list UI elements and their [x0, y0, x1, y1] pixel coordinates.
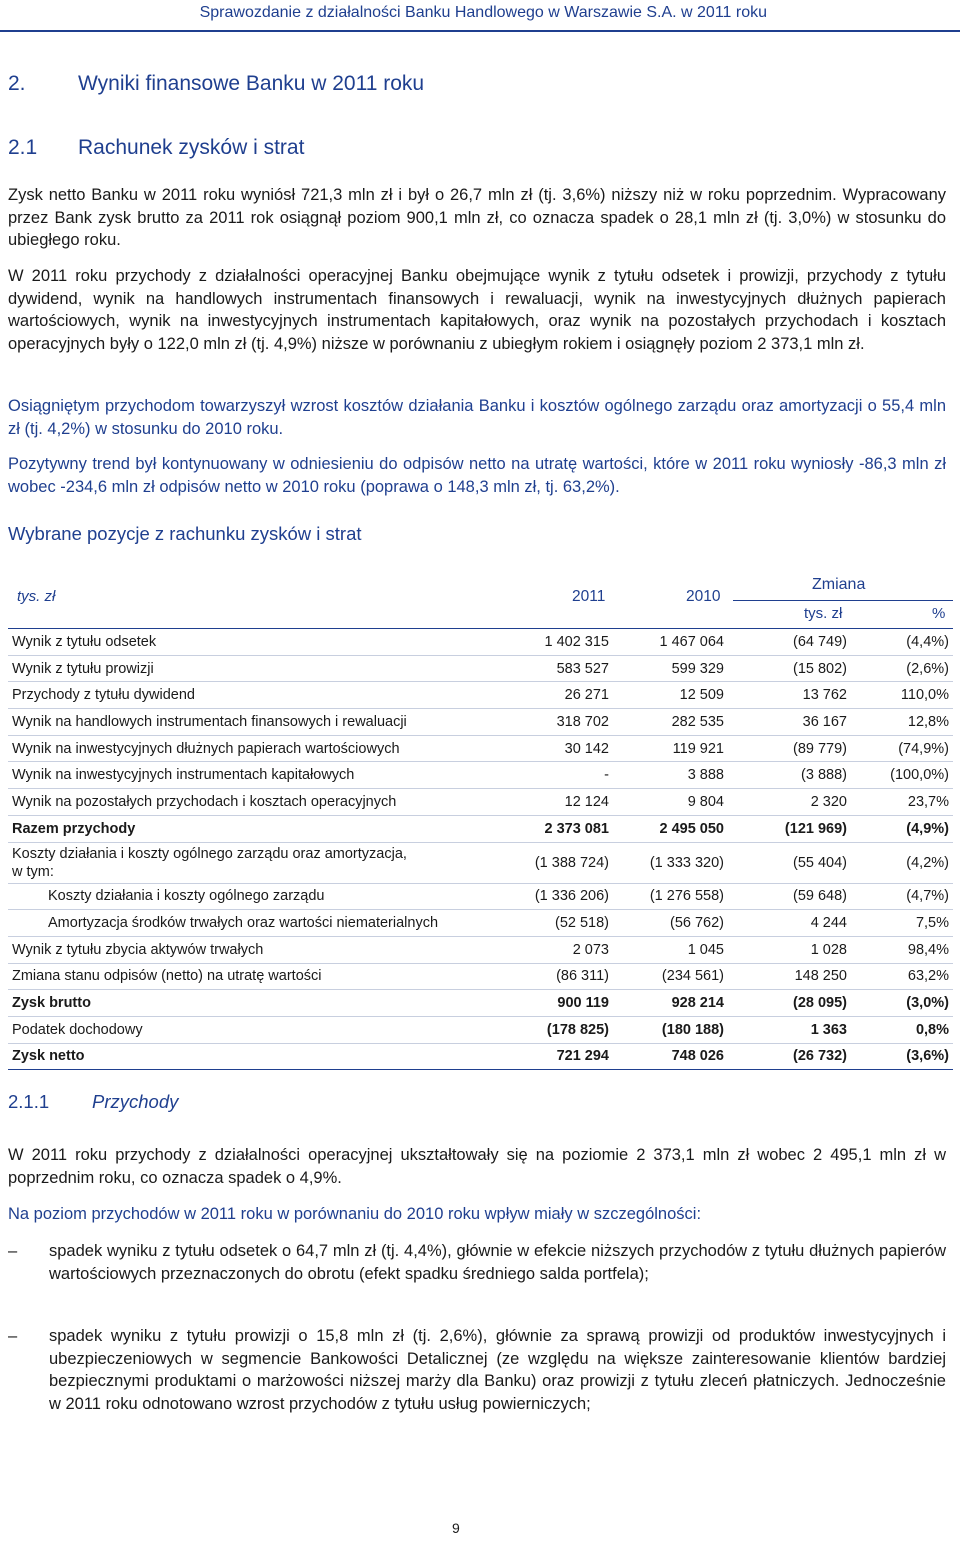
bullet-interest: [8, 1240, 946, 1285]
row-label: Zmiana stanu odpisów (netto) na utratę wartości: [8, 963, 513, 990]
table-row: [8, 789, 953, 816]
table-col-change-pct: %: [932, 605, 946, 622]
change-pct: 23,7%: [851, 789, 953, 816]
change-abs: (26 732): [728, 1043, 851, 1070]
value-2011: 12 124: [513, 789, 613, 816]
row-label-line2: w tym:: [12, 863, 54, 880]
row-label: Podatek dochodowy: [8, 1016, 513, 1043]
subsubsection-heading: [8, 1091, 178, 1113]
row-label: [8, 842, 513, 883]
table-row: [8, 910, 953, 937]
paragraph-costs: Osiągniętym przychodom towarzyszył wzrost kosztów działania Banku i kosztów ogólnego zarządu oraz amortyzacji o 55,4 mln zł (tj. 4,2%) w stosunku do 2010 roku.: [8, 397, 946, 438]
value-2011: (52 518): [513, 910, 613, 937]
table-row: [8, 682, 953, 709]
change-abs: (3 888): [728, 762, 851, 789]
value-2011: (1 388 724): [513, 842, 613, 883]
change-pct: (4,7%): [851, 883, 953, 910]
table-row: [8, 936, 953, 963]
change-abs: 36 167: [728, 709, 851, 736]
running-header: Sprawozdanie z działalności Banku Handlowego w Warszawie S.A. w 2011 roku: [199, 4, 767, 21]
subsection-heading: [8, 136, 304, 160]
income-statement-table: [8, 629, 953, 1070]
row-label: Wynik z tytułu odsetek: [8, 629, 513, 655]
value-2010: 9 804: [613, 789, 728, 816]
section-title: Wyniki finansowe Banku w 2011 roku: [78, 72, 425, 95]
value-2011: 1 402 315: [513, 629, 613, 655]
change-abs: (64 749): [728, 629, 851, 655]
value-2010: (180 188): [613, 1016, 728, 1043]
row-label: Wynik na inwestycyjnych dłużnych papierach wartościowych: [8, 735, 513, 762]
value-2010: 282 535: [613, 709, 728, 736]
value-2011: 30 142: [513, 735, 613, 762]
table-col-2011: 2011: [572, 588, 606, 605]
table-row-total: [8, 1043, 953, 1070]
value-2011: (86 311): [513, 963, 613, 990]
table-row: [8, 655, 953, 682]
row-label: Wynik na handlowych instrumentach finansowych i rewaluacji: [8, 709, 513, 736]
value-2010: 119 921: [613, 735, 728, 762]
value-2010: 3 888: [613, 762, 728, 789]
table-row: [8, 963, 953, 990]
table-row-total: [8, 815, 953, 842]
change-abs: (15 802): [728, 655, 851, 682]
value-2011: 721 294: [513, 1043, 613, 1070]
paragraph-net-profit: Zysk netto Banku w 2011 roku wyniósł 721,3 mln zł i był o 26,7 mln zł (tj. 3,6%) niższy niż w roku poprzednim. Wypracowany przez Bank zysk brutto za 2011 rok osiągnął poziom 900,1 mln zł, co oznacza spadek o 28,1 mln zł (tj. 3,0%) w stosunku do ubiegłego roku.: [8, 186, 946, 249]
change-abs: (121 969): [728, 815, 851, 842]
change-pct: (4,9%): [851, 815, 953, 842]
change-pct: 0,8%: [851, 1016, 953, 1043]
paragraph-operating-income: W 2011 roku przychody z działalności operacyjnej Banku obejmujące wynik z tytułu odsetek i prowizji, przychody z tytułu dywidend, wynik na handlowych instrumentach finansowych i rewaluacji, wynik na inwestycyjnych dłużnych papierach wartościowych, wynik na inwestycyjnych instrumentach kapitałowych, oraz wynik na pozostałych przychodach i kosztach operacyjnych były o 122,0 mln zł (tj. 4,9%) niższe w porównaniu z ubiegłym rokiem i osiągnęły poziom 2 373,1 mln zł.: [8, 267, 946, 353]
value-2011: 26 271: [513, 682, 613, 709]
table-row: [8, 762, 953, 789]
table-section-title: Wybrane pozycje z rachunku zysków i strat: [8, 523, 362, 544]
change-pct: (2,6%): [851, 655, 953, 682]
page-number: 9: [452, 1520, 460, 1536]
row-label: Amortyzacja środków trwałych oraz wartości niematerialnych: [8, 910, 513, 937]
row-label: Wynik na inwestycyjnych instrumentach kapitałowych: [8, 762, 513, 789]
row-label: Zysk brutto: [8, 990, 513, 1017]
row-label-line1: Koszty działania i koszty ogólnego zarządu oraz amortyzacja,: [12, 845, 407, 862]
value-2011: 2 073: [513, 936, 613, 963]
value-2011: -: [513, 762, 613, 789]
row-label: Wynik z tytułu prowizji: [8, 655, 513, 682]
value-2011: 583 527: [513, 655, 613, 682]
table-row: [8, 883, 953, 910]
change-pct: 98,4%: [851, 936, 953, 963]
bullet-dash: –: [8, 1327, 18, 1345]
value-2010: 928 214: [613, 990, 728, 1017]
subsection-number: 2.1: [8, 136, 38, 159]
row-label: Koszty działania i koszty ogólnego zarządu: [8, 883, 513, 910]
table-col-change: Zmiana: [812, 576, 866, 593]
subsubsection-title: Przychody: [92, 1091, 179, 1112]
value-2011: 900 119: [513, 990, 613, 1017]
change-pct: (4,2%): [851, 842, 953, 883]
table-col-change-abs: tys. zł: [804, 605, 843, 622]
change-pct: 110,0%: [851, 682, 953, 709]
change-pct: (3,6%): [851, 1043, 953, 1070]
subsection-title: Rachunek zysków i strat: [78, 136, 305, 159]
value-2010: 1 467 064: [613, 629, 728, 655]
paragraph-impairment: Pozytywny trend był kontynuowany w odniesieniu do odpisów netto na utratę wartości, które w 2011 roku wyniosły -86,3 mln zł wobec -234,6 mln zł odpisów netto w 2010 roku (poprawa o 148,3 mln zł, tj. 63,2%).: [8, 455, 946, 496]
change-abs: (59 648): [728, 883, 851, 910]
value-2010: (234 561): [613, 963, 728, 990]
value-2010: (56 762): [613, 910, 728, 937]
row-label: Razem przychody: [8, 815, 513, 842]
value-2011: (1 336 206): [513, 883, 613, 910]
row-label: Zysk netto: [8, 1043, 513, 1070]
table-col-2010: 2010: [686, 588, 721, 605]
paragraph-factors-intro: Na poziom przychodów w 2011 roku w porównaniu do 2010 roku wpływ miały w szczególności:: [8, 1205, 702, 1223]
table-row: [8, 629, 953, 655]
section-number: 2.: [8, 72, 26, 95]
header-rule: [0, 30, 960, 32]
row-label: Przychody z tytułu dywidend: [8, 682, 513, 709]
value-2010: (1 333 320): [613, 842, 728, 883]
change-pct: 7,5%: [851, 910, 953, 937]
value-2010: 12 509: [613, 682, 728, 709]
change-abs: 1 028: [728, 936, 851, 963]
paragraph-revenue: W 2011 roku przychody z działalności operacyjnej ukształtowały się na poziomie 2 373,1 mln zł wobec 2 495,1 mln zł w poprzednim roku, co oznacza spadek o 4,9%.: [8, 1146, 946, 1187]
change-abs: 13 762: [728, 682, 851, 709]
change-pct: 63,2%: [851, 963, 953, 990]
value-2010: 599 329: [613, 655, 728, 682]
bullet-text: spadek wyniku z tytułu odsetek o 64,7 mln zł (tj. 4,4%), głównie w efekcie niższych przychodów z tytułu dłużnych papierów wartościowych przeznaczonych do obrotu (efekt spadku średniego salda portfela);: [49, 1242, 946, 1283]
bullet-text: spadek wyniku z tytułu prowizji o 15,8 mln zł (tj. 2,6%), głównie za sprawą prowizji od produktów inwestycyjnych i ubezpieczeniowych w segmencie Bankowości Detalicznej (ze względu na większe zainteresowanie klientów bardziej bezpiecznymi produktami o marżowości niższej marży dla Banku) oraz prowizji z tytułu zleceń płatniczych. Jednocześnie w 2011 roku odnotowano wzrost przychodów z tytułu usług powierniczych;: [49, 1327, 946, 1413]
change-pct: (74,9%): [851, 735, 953, 762]
subsubsection-number: 2.1.1: [8, 1091, 50, 1112]
change-abs: 4 244: [728, 910, 851, 937]
value-2010: 1 045: [613, 936, 728, 963]
value-2011: (178 825): [513, 1016, 613, 1043]
change-abs: (55 404): [728, 842, 851, 883]
table-unit-label: tys. zł: [17, 588, 56, 605]
bullet-fees: [8, 1325, 946, 1415]
bullet-dash: –: [8, 1242, 18, 1260]
row-label: Wynik z tytułu zbycia aktywów trwałych: [8, 936, 513, 963]
change-pct: (3,0%): [851, 990, 953, 1017]
change-header-rule: [733, 600, 953, 601]
change-abs: 148 250: [728, 963, 851, 990]
value-2011: 2 373 081: [513, 815, 613, 842]
value-2011: 318 702: [513, 709, 613, 736]
table-row: [8, 1016, 953, 1043]
table-row: [8, 735, 953, 762]
row-label: Wynik na pozostałych przychodach i kosztach operacyjnych: [8, 789, 513, 816]
value-2010: (1 276 558): [613, 883, 728, 910]
change-abs: (28 095): [728, 990, 851, 1017]
table-row: [8, 842, 953, 883]
change-pct: (100,0%): [851, 762, 953, 789]
table-row: [8, 709, 953, 736]
change-pct: (4,4%): [851, 629, 953, 655]
change-pct: 12,8%: [851, 709, 953, 736]
value-2010: 2 495 050: [613, 815, 728, 842]
change-abs: (89 779): [728, 735, 851, 762]
change-abs: 1 363: [728, 1016, 851, 1043]
table-row-total: [8, 990, 953, 1017]
section-heading: [8, 72, 424, 96]
value-2010: 748 026: [613, 1043, 728, 1070]
change-abs: 2 320: [728, 789, 851, 816]
